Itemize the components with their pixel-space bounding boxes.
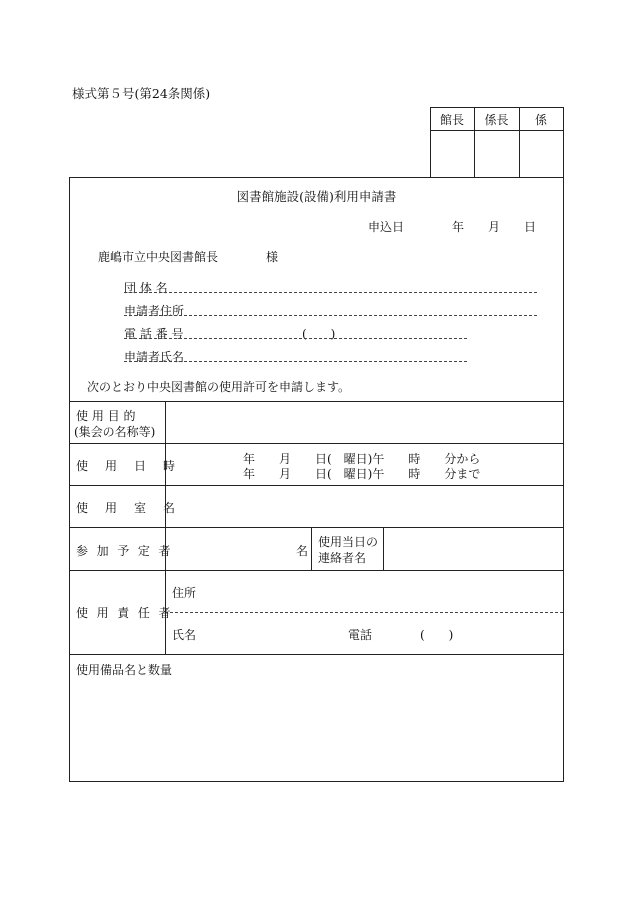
addressee-honorific: 様 xyxy=(266,250,279,264)
approval-header-section-chief: 係長 xyxy=(484,113,509,127)
date-day: 日 xyxy=(524,220,537,234)
room-input[interactable] xyxy=(170,489,560,523)
datetime-to[interactable]: 年 月 日( 曜日)午 時 分まで xyxy=(243,467,481,481)
request-text: 次のとおり中央図書館の使用許可を申請します。 xyxy=(87,380,351,394)
participants-unit: 名 xyxy=(296,544,309,558)
addressee-name: 鹿嶋市立中央図書館長 xyxy=(98,250,219,264)
equipment-label: 使用備品名と数量 xyxy=(76,663,173,677)
room-label: 使 用 室 名 xyxy=(76,501,182,515)
date-year: 年 xyxy=(452,220,465,234)
purpose-input[interactable] xyxy=(170,405,560,439)
participants-label: 参 加 予 定 者 xyxy=(76,544,173,558)
contact-input[interactable] xyxy=(388,531,560,566)
phone-paren: ( ) xyxy=(302,327,336,341)
responsible-label: 使 用 責 任 者 xyxy=(76,606,173,620)
purpose-sublabel: (集会の名称等) xyxy=(74,425,156,439)
responsible-name-label: 氏名 xyxy=(172,628,197,642)
responsible-phone-label: 電話 xyxy=(348,628,373,642)
responsible-address-label: 住所 xyxy=(172,586,197,600)
date-month: 月 xyxy=(488,220,501,234)
date-label: 申込日 xyxy=(368,220,405,234)
form-number: 様式第５号(第24条関係) xyxy=(72,86,211,101)
equipment-input[interactable] xyxy=(76,680,558,776)
datetime-from[interactable]: 年 月 日( 曜日)午 時 分から xyxy=(243,452,481,466)
applicant-address-field[interactable] xyxy=(124,315,537,316)
applicant-address-label: 申請者住所 xyxy=(124,304,185,318)
applicant-name-label: 申請者氏名 xyxy=(124,350,185,364)
group-name-label: 団 体 名 xyxy=(124,281,168,295)
group-name-field[interactable] xyxy=(124,292,537,293)
applicant-name-field[interactable] xyxy=(124,361,467,362)
purpose-label: 使 用 目 的 xyxy=(76,409,136,423)
phone-field[interactable] xyxy=(124,338,467,339)
phone-label: 電 話 番 号 xyxy=(124,327,184,341)
approval-header-chief: 館長 xyxy=(439,113,464,127)
datetime-label: 使 用 日 時 xyxy=(76,459,182,473)
form-title: 図書館施設(設備)利用申請書 xyxy=(236,189,397,204)
contact-label: 使用当日の xyxy=(318,535,379,549)
contact-sublabel: 連絡者名 xyxy=(318,551,367,565)
participants-input[interactable] xyxy=(170,531,290,566)
responsible-phone-paren: ( ) xyxy=(420,628,454,642)
approval-header-staff: 係 xyxy=(534,113,547,127)
